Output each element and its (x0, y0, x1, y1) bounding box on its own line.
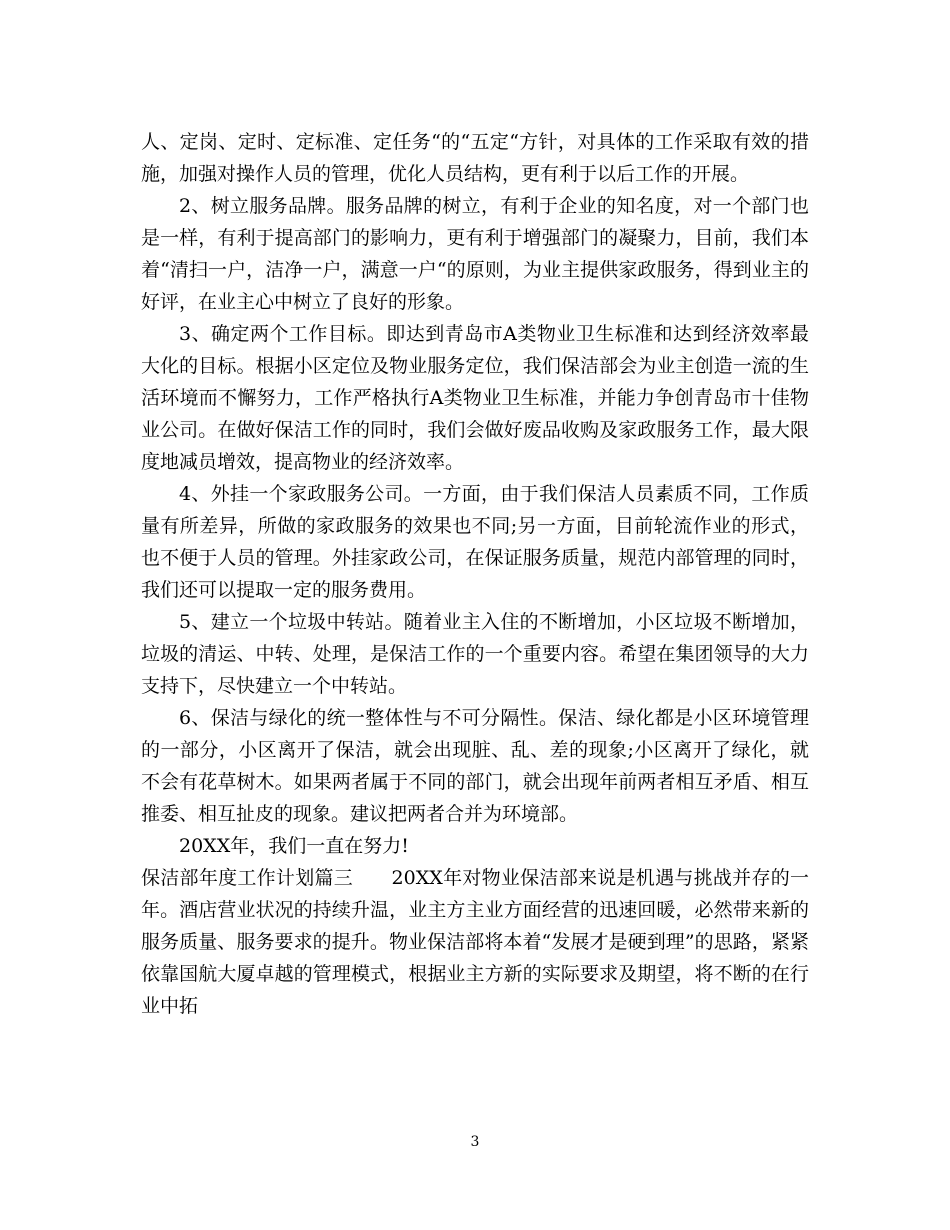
paragraph-section-three: 保洁部年度工作计划篇三 20XX年对物业保洁部来说是机遇与挑战并存的一年。酒店营业状况的持续升温，业主方主业方面经营的迅速回暖，必然带来新的服务质量、服务要求的提升。物业保洁部将本着“发展才是硬到理”的思路，紧紧依靠国航大厦卓越的管理模式，根据业主方新的实际要求及期望，将不断的在行业中拓 (141, 867, 809, 1017)
page-number: 3 (470, 1134, 480, 1150)
paragraph-item-6: 6、保洁与绿化的统一整体性与不可分隔性。保洁、绿化都是小区环境管理的一部分，小区离开了保洁，就会出现脏、乱、差的现象;小区离开了绿化，就不会有花草树木。如果两者属于不同的部门，就会出现年前两者相互矛盾、相互推委、相互扯皮的现象。建议把两者合并为环境部。 (141, 707, 809, 825)
paragraph-item-5: 5、建立一个垃圾中转站。随着业主入住的不断增加，小区垃圾不断增加，垃圾的清运、中转、处理，是保洁工作的一个重要内容。希望在集团领导的大力支持下，尽快建立一个中转站。 (141, 611, 809, 697)
paragraph-closing: 20XX年，我们一直在努力! (179, 835, 409, 857)
paragraph-item-2: 2、树立服务品牌。服务品牌的树立，有利于企业的知名度，对一个部门也是一样，有利于提高部门的影响力，更有利于增强部门的凝聚力，目前，我们本着“清扫一户，洁净一户，满意一户“的原则，为业主提供家政服务，得到业主的好评，在业主心中树立了良好的形象。 (141, 195, 809, 313)
paragraph-item-4: 4、外挂一个家政服务公司。一方面，由于我们保洁人员素质不同，工作质量有所差异，所做的家政服务的效果也不同;另一方面，目前轮流作业的形式，也不便于人员的管理。外挂家政公司，在保证服务质量，规范内部管理的同时，我们还可以提取一定的服务费用。 (141, 483, 809, 601)
body-text (141, 126, 809, 1022)
paragraph-item-3: 3、确定两个工作目标。即达到青岛市A类物业卫生标准和达到经济效率最大化的目标。根据小区定位及物业服务定位，我们保洁部会为业主创造一流的生活环境而不懈努力，工作严格执行A类物业卫生标准，并能力争创青岛市十佳物业公司。在做好保洁工作的同时，我们会做好废品收购及家政服务工作，最大限度地减员增效，提高物业的经济效率。 (141, 323, 809, 473)
paragraph-continuation: 人、定岗、定时、定标准、定任务“的“五定“方针，对具体的工作采取有效的措施，加强对操作人员的管理，优化人员结构，更有利于以后工作的开展。 (141, 131, 809, 185)
